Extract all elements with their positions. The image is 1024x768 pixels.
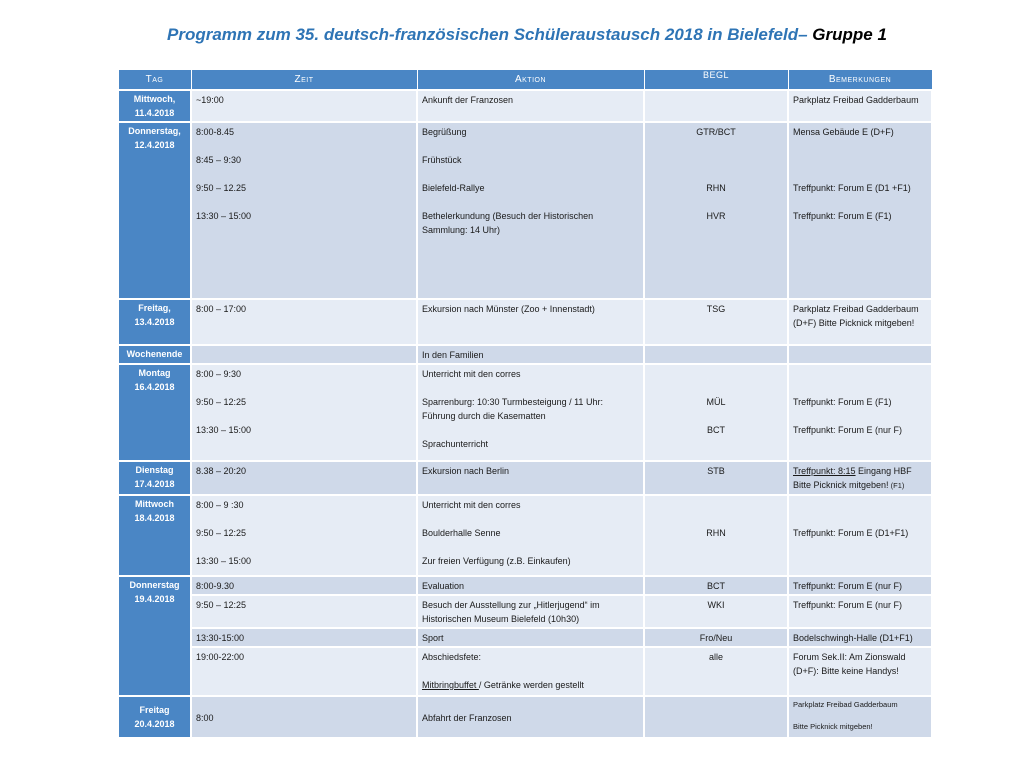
bemerkungen-text: Mensa Gebäude E (D+F) Treffpunkt: Forum E (D1 +F1) Treffpunkt: Forum E (F1): [793, 127, 911, 221]
bemerkungen-line-2: [793, 478, 927, 493]
bemerkungen-cell: [788, 122, 932, 299]
zeit-cell: [191, 495, 417, 576]
aktion-text: Besuch der Ausstellung zur „Hitlerjugend“ im Historischen Museum Bielefeld (10h30): [422, 600, 600, 624]
title-main: Programm zum 35. deutsch-französischen Schüleraustausch 2018 in Bielefeld–: [167, 25, 808, 44]
table-row: [118, 345, 932, 364]
header-bemerkungen: Bemerkungen: [788, 70, 932, 91]
bemerkungen-cell: [788, 461, 932, 495]
group-note: (F1): [888, 481, 905, 490]
aktion-cell: [417, 628, 644, 647]
day-label: Donnerstag, 12.4.2018: [128, 126, 181, 150]
day-cell: [118, 495, 191, 576]
aktion-text: Abfahrt der Franzosen: [422, 712, 512, 723]
day-label: Dienstag 17.4.2018: [134, 465, 175, 489]
aktion-text: Begrüßung Frühstück Bielefeld-Rallye Bethelerkundung (Besuch der Historischen Sammlung: 14 Uhr): [422, 127, 594, 235]
begl-cell: [644, 595, 788, 628]
aktion-cell: [417, 122, 644, 299]
begl-cell: [644, 696, 788, 738]
table-row: [118, 576, 932, 595]
bemerkungen-text: Treffpunkt: Forum E (D1+F1): [793, 528, 909, 538]
begl-text: TSG: [706, 304, 726, 314]
table-row: [118, 299, 932, 345]
aktion-cell: [417, 90, 644, 122]
bemerkungen-cell: [788, 595, 932, 628]
zeit-cell: [191, 345, 417, 364]
begl-text: GTR/BCT RHN HVR: [696, 127, 736, 221]
zeit-cell: [191, 696, 417, 738]
day-cell: [118, 90, 191, 122]
bemerkungen-cell: [788, 345, 932, 364]
header-zeit: Zeit: [191, 70, 417, 91]
header-begl: BEGL: [644, 70, 788, 91]
table-row: [118, 628, 932, 647]
day-cell: [118, 122, 191, 299]
bemerkungen-text: Parkplatz Freibad Gadderbaum Bitte Picknick mitgeben!: [793, 700, 898, 731]
day-cell: [118, 696, 191, 738]
zeit-cell: [191, 576, 417, 595]
aktion-text: Evaluation: [422, 581, 465, 591]
picnic-note: Bitte Picknick mitgeben!: [793, 480, 889, 490]
zeit-text: 19:00-22:00: [196, 652, 245, 662]
drinks-text: / Getränke werden gestellt: [478, 680, 584, 690]
day-label: Freitag 20.4.2018: [134, 705, 175, 729]
header-row: [118, 70, 932, 91]
zeit-text: 8.38 – 20:20: [196, 466, 247, 476]
page-title: [167, 25, 967, 45]
begl-cell: [644, 495, 788, 576]
aktion-cell: [417, 345, 644, 364]
bemerkungen-text: Bodelschwingh-Halle (D1+F1): [793, 633, 913, 643]
day-label: Wochenende: [126, 349, 183, 359]
table-row: [118, 696, 932, 738]
zeit-text: [196, 348, 412, 362]
zeit-cell: [191, 90, 417, 122]
begl-text: Fro/Neu: [699, 633, 733, 643]
begl-text: STB: [707, 466, 725, 476]
bemerkungen-text: Forum Sek.II: Am Zionswald (D+F): Bitte keine Handys!: [793, 652, 906, 676]
table-row: [118, 495, 932, 576]
zeit-cell: [191, 364, 417, 461]
bemerkungen-text: Treffpunkt: Forum E (nur F): [793, 600, 903, 610]
bemerkungen-line-1: [793, 464, 927, 478]
aktion-spacer: [422, 664, 639, 678]
begl-text: WKI: [707, 600, 725, 610]
bemerkungen-cell: [788, 299, 932, 345]
day-cell: [118, 364, 191, 461]
begl-cell: [644, 647, 788, 696]
begl-text: RHN: [706, 528, 726, 538]
zeit-cell: [191, 461, 417, 495]
header-tag: Tag: [118, 70, 191, 91]
aktion-cell: [417, 495, 644, 576]
aktion-cell: [417, 364, 644, 461]
begl-text: [649, 699, 783, 713]
bemerkungen-cell: [788, 90, 932, 122]
aktion-text: Sport: [422, 633, 444, 643]
table-row: [118, 595, 932, 628]
zeit-cell: [191, 299, 417, 345]
zeit-text: 8:00: [196, 712, 214, 723]
zeit-cell: [191, 595, 417, 628]
bemerkungen-text: Parkplatz Freibad Gadderbaum: [793, 95, 919, 105]
meeting-time-text: Treffpunkt: 8:15: [793, 466, 856, 476]
bemerkungen-cell: [788, 576, 932, 595]
table-row: [118, 647, 932, 696]
begl-cell: [644, 576, 788, 595]
begl-cell: [644, 364, 788, 461]
begl-text: MÜL BCT: [706, 397, 726, 435]
aktion-text: Unterricht mit den corres Sparrenburg: 10:30 Turmbesteigung / 11 Uhr: Führung durch die Kasematten Sprachunterricht: [422, 369, 603, 449]
begl-cell: [644, 461, 788, 495]
bemerkungen-text: Treffpunkt: Forum E (nur F): [793, 581, 903, 591]
aktion-text: Exkursion nach Münster (Zoo + Innenstadt): [422, 304, 595, 314]
zeit-cell: [191, 647, 417, 696]
buffet-line: [422, 678, 639, 692]
meeting-place-text: Eingang HBF: [855, 466, 912, 476]
aktion-text: Abschiedsfete:: [422, 652, 482, 662]
aktion-text: Unterricht mit den corres Boulderhalle Senne Zur freien Verfügung (z.B. Einkaufen): [422, 500, 571, 566]
day-label: Mittwoch 18.4.2018: [134, 499, 175, 523]
begl-cell: [644, 122, 788, 299]
bemerkungen-text: Parkplatz Freibad Gadderbaum (D+F) Bitte Picknick mitgeben!: [793, 304, 919, 328]
zeit-text: ~19:00: [196, 95, 224, 105]
aktion-text: In den Familien: [422, 350, 484, 360]
day-cell: [118, 576, 191, 696]
day-cell: [118, 345, 191, 364]
aktion-cell: [417, 696, 644, 738]
begl-cell: [644, 628, 788, 647]
aktion-cell: [417, 647, 644, 696]
bemerkungen-text: Treffpunkt: Forum E (F1) Treffpunkt: Forum E (nur F): [793, 397, 903, 435]
zeit-text: 8:00 – 9:30 9:50 – 12:25 13:30 – 15:00: [196, 369, 252, 435]
bemerkungen-cell: [788, 696, 932, 738]
day-label: Mittwoch, 11.4.2018: [133, 94, 176, 118]
table-row: [118, 364, 932, 461]
begl-text: BCT: [707, 581, 725, 591]
zeit-text: 8:00 – 9 :30 9:50 – 12:25 13:30 – 15:00: [196, 500, 252, 566]
zeit-text: 9:50 – 12:25: [196, 600, 247, 610]
aktion-cell: [417, 595, 644, 628]
bemerkungen-text: [793, 348, 927, 362]
bemerkungen-cell: [788, 364, 932, 461]
day-label: Freitag, 13.4.2018: [134, 303, 175, 327]
zeit-cell: [191, 122, 417, 299]
begl-text: alle: [708, 652, 723, 662]
begl-text: [649, 93, 783, 107]
begl-cell: [644, 90, 788, 122]
table-row: [118, 122, 932, 299]
day-label: Donnerstag 19.4.2018: [129, 580, 180, 604]
schedule-table: [117, 69, 933, 739]
zeit-text: 13:30-15:00: [196, 633, 245, 643]
aktion-cell: [417, 299, 644, 345]
zeit-text: 8:00 – 17:00: [196, 304, 247, 314]
aktion-cell: [417, 461, 644, 495]
begl-cell: [644, 299, 788, 345]
title-group: Gruppe 1: [807, 25, 887, 44]
zeit-text: 8:00-9.30: [196, 581, 235, 591]
begl-text: [649, 348, 783, 362]
table-row: [118, 90, 932, 122]
zeit-cell: [191, 628, 417, 647]
zeit-text: 8:00-8.45 8:45 – 9:30 9:50 – 12.25 13:30 – 15:00: [196, 127, 252, 221]
table-row: [118, 461, 932, 495]
aktion-text: Exkursion nach Berlin: [422, 466, 510, 476]
aktion-cell: [417, 576, 644, 595]
day-cell: [118, 461, 191, 495]
begl-cell: [644, 345, 788, 364]
bemerkungen-cell: [788, 495, 932, 576]
buffet-text: Mitbringbuffet: [422, 680, 479, 690]
bemerkungen-cell: [788, 628, 932, 647]
day-cell: [118, 299, 191, 345]
bemerkungen-cell: [788, 647, 932, 696]
day-label: Montag 16.4.2018: [134, 368, 175, 392]
header-aktion: Aktion: [417, 70, 644, 91]
aktion-text: Ankunft der Franzosen: [422, 95, 514, 105]
